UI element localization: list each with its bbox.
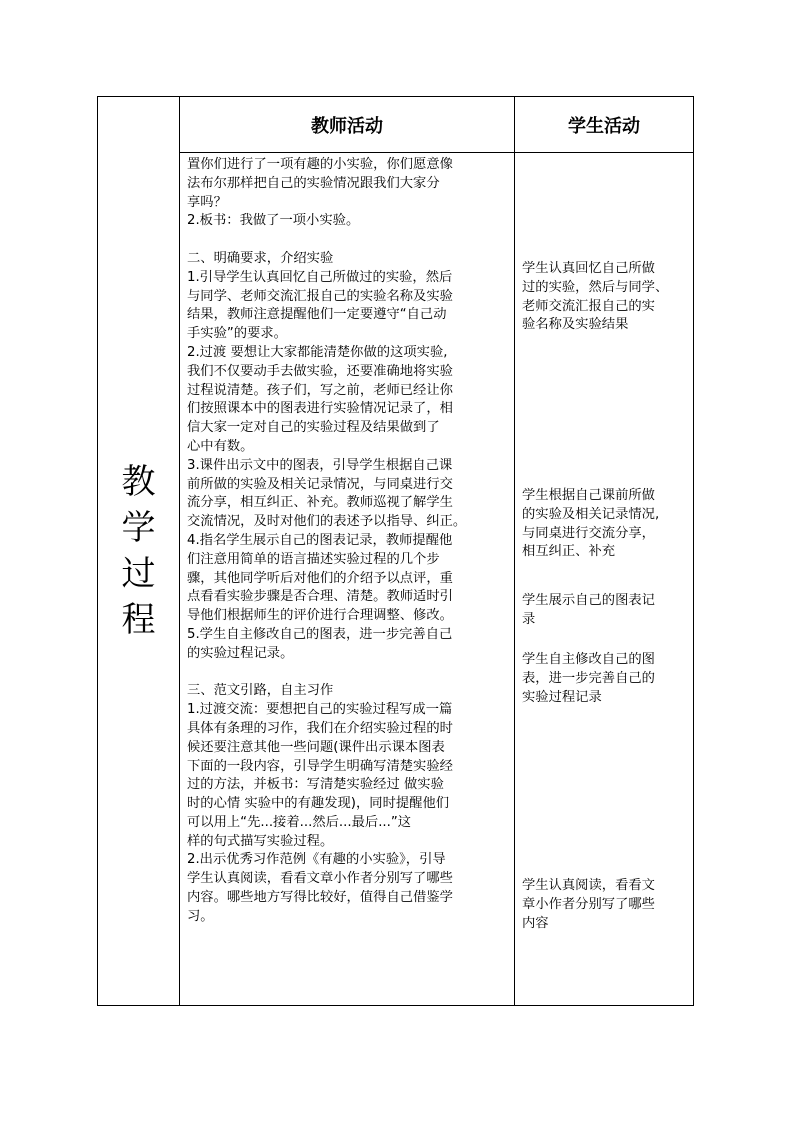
student-activity-header: 学生活动 [568,116,640,137]
student-activity-block [522,260,668,335]
section-label-char: 学 [121,508,156,548]
text-line: 置你们进行了一项有趣的小实验，你们愿意像 [187,157,453,172]
text-line: 习。 [187,908,214,924]
text-line: 2.出示优秀习作范例《有趣的小实验》，引导 [187,852,446,868]
text-line: 录 [522,611,536,627]
text-line: 章小作者分别写了哪些 [522,896,655,912]
text-line: 二、明确要求，介绍实验 [187,250,334,266]
text-line: 点看看实验步骤是否合理、清楚。教师适时引 [187,589,453,605]
text-line: 享吗？ [187,194,227,210]
text-line: 1.过渡交流：要想把自己的实验过程写成一篇 [187,702,453,718]
text-line: 学生认真阅读，看看文章小作者分别写了哪些 [187,871,453,887]
section-label-char: 教 [121,462,156,502]
text-line: 内容 [522,915,549,931]
text-line: 信大家一定对自己的实验过程及结果做到了 [187,420,440,436]
student-activity-block [522,487,659,562]
text-line: 骤，其他同学听后对他们的介绍予以点评，重 [187,570,453,586]
text-line: 手实验”的要求。 [187,326,287,342]
text-line: 学生展示自己的图表记 [522,593,655,608]
text-line: 法布尔那样把自己的实验情况跟我们大家分 [187,175,440,191]
section-label [98,97,179,1005]
text-line: 们注意用简单的语言描述实验过程的几个步 [187,551,440,567]
text-line [187,231,509,250]
text-line: 3.课件出示文中的图表，引导学生根据自己课 [187,457,453,473]
student-activity-block [522,877,655,933]
text-line [187,664,509,683]
text-line: 们按照课本中的图表进行实验情况记录了，相 [187,401,453,417]
text-line: 样的句式描写实验过程。 [187,833,334,849]
student-activity-block [522,592,655,630]
text-line: 内容。哪些地方写得比较好，值得自己借鉴学 [187,890,453,906]
text-line: 验名称及实验结果 [522,317,629,333]
text-line: 老师交流汇报自己的实 [522,298,655,314]
text-line: 过的方法，并板书：写清楚实验经过 做实验 [187,777,444,793]
lesson-process-table [97,96,694,1006]
text-line: 1.引导学生认真回忆自己所做过的实验，然后 [187,269,453,285]
text-line: 具体有条理的习作，我们在介绍实验过程的时 [187,720,453,736]
teacher-activity-content [187,156,509,927]
column-divider-left [179,97,180,1005]
text-line: 的实验过程记录。 [187,645,294,661]
text-line: 学生认真回忆自己所做 [522,261,655,276]
text-line: 2.过渡 要想让大家都能清楚你做的这项实验, [187,344,448,360]
text-line: 结果，教师注意提醒他们一定要遵守“自己动 [187,307,447,323]
text-line: 实验过程记录 [522,689,602,705]
text-line: 我们不仅要动手去做实验，还要准确地将实验 [187,363,453,379]
text-line: 可以用上“先...接着...然后...最后...”这 [187,814,412,830]
text-line: 与同学、老师交流汇报自己的实验名称及实验 [187,288,453,304]
section-label-char: 程 [121,600,156,640]
text-line: 前所做的实验及相关记录情况，与同桌进行交 [187,476,453,492]
text-line: 与同桌进行交流分享， [522,525,655,541]
text-line: 的实验及相关记录情况, [522,506,660,522]
text-line: 导他们根据师生的评价进行合理调整、修改。 [187,608,453,624]
text-line: 过的实验，然后与同学、 [522,279,669,295]
text-line: 学生认真阅读，看看文 [522,878,655,893]
text-line: 2.板书：我做了一项小实验。 [187,213,360,229]
teacher-activity-header: 教师活动 [311,116,383,137]
text-line: 候还要注意其他一些问题(课件出示课本图表 [187,739,445,755]
section-label-char: 过 [121,554,156,594]
text-line: 表，进一步完善自己的 [522,670,655,686]
text-line: 学生根据自己课前所做 [522,488,655,503]
text-line: 下面的一段内容，引导学生明确写清楚实验经 [187,758,453,774]
text-line: 5.学生自主修改自己的图表，进一步完善自己 [187,626,453,642]
text-line: 心中有数。 [187,438,254,454]
text-line: 相互纠正、补充 [522,544,616,560]
text-line: 学生自主修改自己的图 [522,652,655,667]
text-line: 过程说清楚。孩子们，写之前，老师已经让你 [187,382,453,398]
text-line: 流分享，相互纠正、补充。教师巡视了解学生 [187,495,453,511]
student-activity-block [522,651,655,707]
text-line: 交流情况，及时对他们的表述予以指导、纠正。 [187,514,467,530]
text-line: 三、范文引路，自主习作 [187,683,334,699]
text-line: 4.指名学生展示自己的图表记录，教师提醒他 [187,532,453,548]
text-line: 时的心情 实验中的有趣发现)，同时提醒他们 [187,796,450,812]
column-divider-right [514,97,515,1005]
